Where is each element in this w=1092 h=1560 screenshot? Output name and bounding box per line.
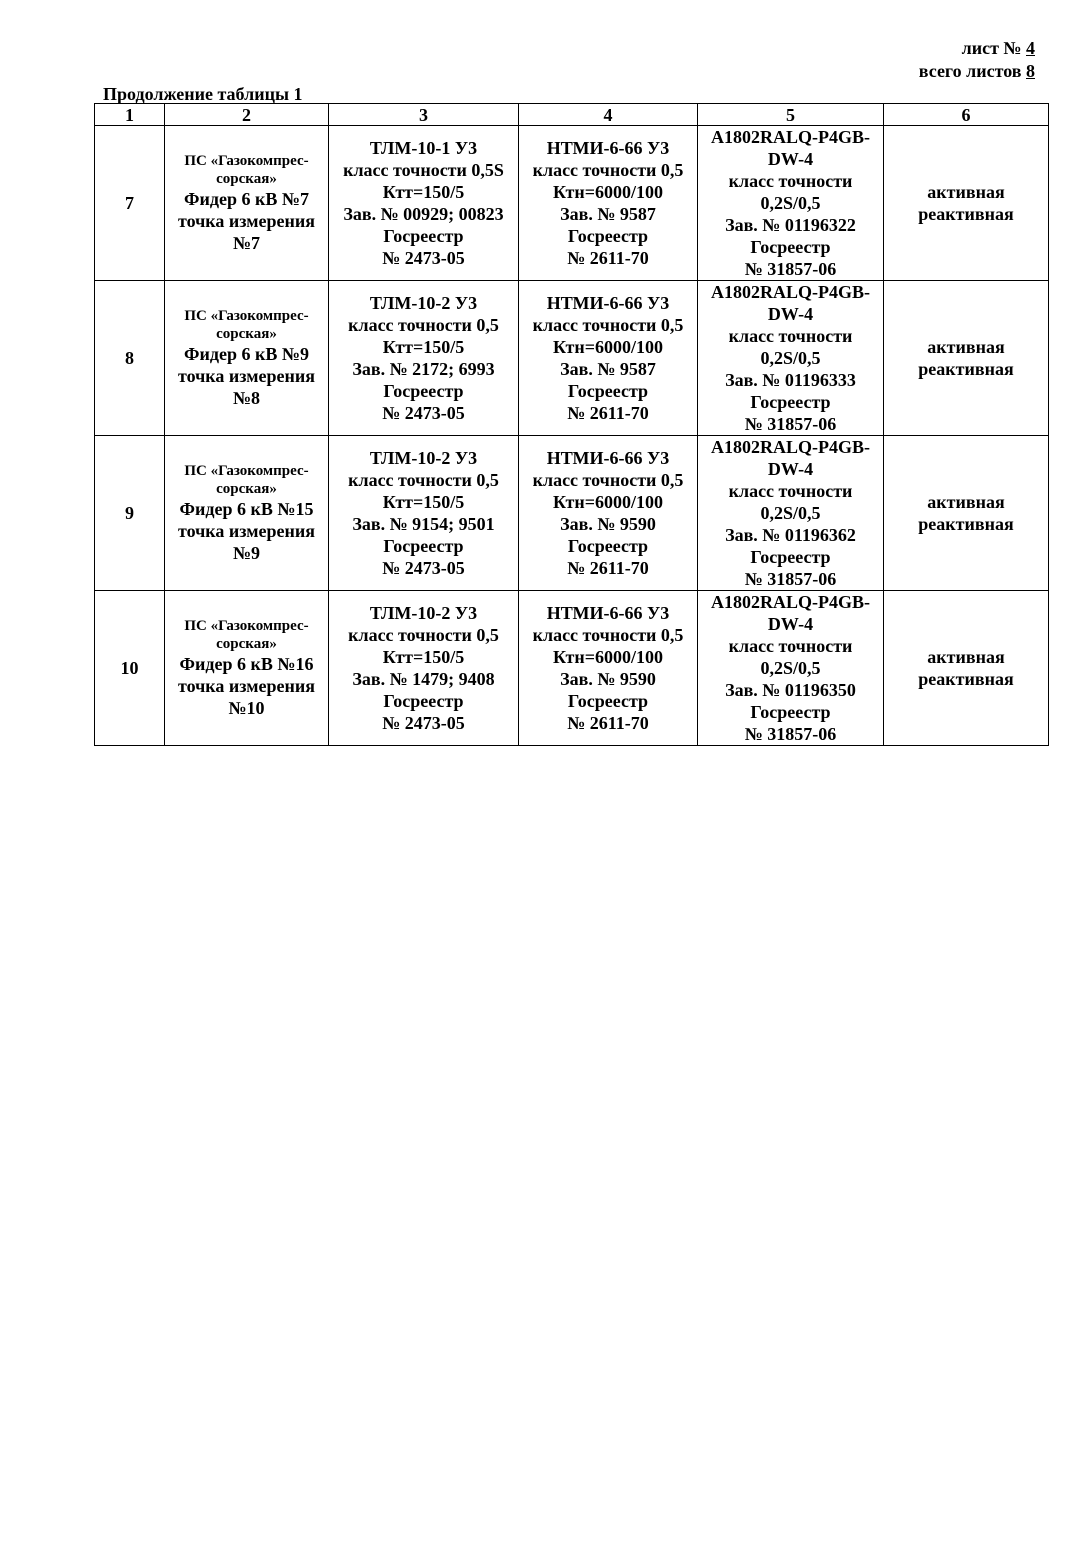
vt-model: НТМИ-6-66 У3 xyxy=(546,603,670,623)
vt-accuracy: класс точности 0,5 xyxy=(532,625,684,645)
vt-model: НТМИ-6-66 У3 xyxy=(546,138,670,158)
meter-model: A1802RALQ-P4GB- xyxy=(711,127,870,147)
ct-model: ТЛМ-10-2 У3 xyxy=(369,448,478,468)
meter-accuracy: 0,2S/0,5 xyxy=(760,193,821,213)
vt-serial: Зав. № 9590 xyxy=(560,669,656,689)
vt-registry-label: Госреестр xyxy=(567,226,649,246)
vt-registry-number: № 2611-70 xyxy=(567,558,649,578)
ct-model: ТЛМ-10-2 У3 xyxy=(369,603,478,623)
voltage-transformer-cell xyxy=(519,436,698,591)
meter-accuracy: 0,2S/0,5 xyxy=(760,348,821,368)
column-header: 2 xyxy=(165,104,329,126)
table-row xyxy=(95,126,1049,281)
ct-ratio: Ктт=150/5 xyxy=(382,337,465,357)
current-transformer-cell xyxy=(329,436,519,591)
vt-ratio: Ктн=6000/100 xyxy=(552,337,664,357)
feeder-name: Фидер 6 кВ №7 xyxy=(184,189,309,209)
energy-type-cell xyxy=(884,436,1049,591)
vt-registry-label: Госреестр xyxy=(567,691,649,711)
energy-reactive: реактивная xyxy=(918,669,1014,689)
meter-accuracy-label: класс точности xyxy=(728,326,853,346)
total-number: 8 xyxy=(1026,61,1035,81)
meter-registry-number: № 31857-06 xyxy=(744,259,837,279)
vt-model: НТМИ-6-66 У3 xyxy=(546,293,670,313)
column-header: 3 xyxy=(329,104,519,126)
measurement-point-cell xyxy=(165,126,329,281)
meter-registry-number: № 31857-06 xyxy=(744,414,837,434)
table-caption: Продолжение таблицы 1 xyxy=(103,84,303,104)
point-label: точка измерения xyxy=(178,211,315,231)
energy-active: активная xyxy=(927,182,1005,202)
station-name-cont: сорская» xyxy=(216,171,277,187)
vt-model: НТМИ-6-66 У3 xyxy=(546,448,670,468)
station-name: ПС «Газокомпрес- xyxy=(184,463,309,479)
ct-registry-number: № 2473-05 xyxy=(382,713,465,733)
measurement-point-cell xyxy=(165,591,329,746)
ct-registry-label: Госреестр xyxy=(383,381,464,401)
energy-active: активная xyxy=(927,647,1005,667)
point-label: точка измерения xyxy=(178,366,315,386)
energy-reactive: реактивная xyxy=(918,514,1014,534)
point-number: №8 xyxy=(232,388,261,408)
point-label: точка измерения xyxy=(178,521,315,541)
energy-reactive: реактивная xyxy=(918,359,1014,379)
measurement-point-cell xyxy=(165,436,329,591)
voltage-transformer-cell xyxy=(519,591,698,746)
ct-accuracy: класс точности 0,5 xyxy=(348,625,499,645)
table-row xyxy=(95,281,1049,436)
meter-accuracy: 0,2S/0,5 xyxy=(760,658,821,678)
station-name-cont: сорская» xyxy=(216,481,277,497)
energy-active: активная xyxy=(927,492,1005,512)
vt-registry-number: № 2611-70 xyxy=(567,403,649,423)
table-row xyxy=(95,436,1049,591)
ct-serial: Зав. № 2172; 6993 xyxy=(352,359,495,379)
feeder-name: Фидер 6 кВ №16 xyxy=(179,654,314,674)
current-transformer-cell xyxy=(329,281,519,436)
ct-model: ТЛМ-10-2 У3 xyxy=(369,293,478,313)
total-sheets-line xyxy=(919,60,1035,83)
ct-accuracy: класс точности 0,5 xyxy=(348,315,499,335)
header-row xyxy=(95,104,1049,126)
voltage-transformer-cell xyxy=(519,126,698,281)
meter-accuracy-label: класс точности xyxy=(728,636,853,656)
meter-model: A1802RALQ-P4GB- xyxy=(711,282,870,302)
meter-serial: Зав. № 01196333 xyxy=(725,370,856,390)
meter-registry-label: Госреестр xyxy=(750,547,831,567)
ct-registry-label: Госреестр xyxy=(383,536,464,556)
column-header: 1 xyxy=(95,104,165,126)
point-number: №10 xyxy=(228,698,265,718)
meter-accuracy-label: класс точности xyxy=(728,481,853,501)
meter-registry-number: № 31857-06 xyxy=(744,724,837,744)
ct-registry-label: Госреестр xyxy=(383,691,464,711)
energy-type-cell xyxy=(884,126,1049,281)
vt-registry-label: Госреестр xyxy=(567,381,649,401)
sheet-label: лист № xyxy=(961,38,1022,58)
feeder-name: Фидер 6 кВ №9 xyxy=(184,344,309,364)
vt-accuracy: класс точности 0,5 xyxy=(532,160,684,180)
total-label: всего листов xyxy=(918,61,1022,81)
sheet-number: 4 xyxy=(1026,38,1035,58)
station-name: ПС «Газокомпрес- xyxy=(184,308,309,324)
meter-cell xyxy=(698,591,884,746)
point-number: №9 xyxy=(232,543,261,563)
ct-serial: Зав. № 9154; 9501 xyxy=(352,514,495,534)
vt-accuracy: класс точности 0,5 xyxy=(532,470,684,490)
column-header: 6 xyxy=(884,104,1049,126)
ct-registry-label: Госреестр xyxy=(383,226,464,246)
meter-model: A1802RALQ-P4GB- xyxy=(711,592,870,612)
ct-ratio: Ктт=150/5 xyxy=(382,492,465,512)
meter-cell xyxy=(698,281,884,436)
column-header: 5 xyxy=(698,104,884,126)
meter-model-cont: DW-4 xyxy=(767,614,814,634)
energy-active: активная xyxy=(927,337,1005,357)
sheet-number-line xyxy=(919,37,1035,60)
measurement-point-cell xyxy=(165,281,329,436)
meter-model-cont: DW-4 xyxy=(767,459,814,479)
meter-serial: Зав. № 01196322 xyxy=(725,215,856,235)
table-row xyxy=(95,591,1049,746)
ct-registry-number: № 2473-05 xyxy=(382,558,465,578)
meter-model: A1802RALQ-P4GB- xyxy=(711,437,870,457)
current-transformer-cell xyxy=(329,126,519,281)
ct-ratio: Ктт=150/5 xyxy=(382,182,465,202)
meter-accuracy: 0,2S/0,5 xyxy=(760,503,821,523)
measurement-table xyxy=(94,103,1049,746)
voltage-transformer-cell xyxy=(519,281,698,436)
energy-type-cell xyxy=(884,591,1049,746)
station-name: ПС «Газокомпрес- xyxy=(184,618,309,634)
ct-ratio: Ктт=150/5 xyxy=(382,647,465,667)
ct-registry-number: № 2473-05 xyxy=(382,248,465,268)
current-transformer-cell xyxy=(329,591,519,746)
meter-model-cont: DW-4 xyxy=(767,149,814,169)
vt-accuracy: класс точности 0,5 xyxy=(532,315,684,335)
feeder-name: Фидер 6 кВ №15 xyxy=(179,499,314,519)
ct-model: ТЛМ-10-1 У3 xyxy=(369,138,478,158)
meter-cell xyxy=(698,126,884,281)
row-number: 9 xyxy=(95,436,165,591)
vt-registry-label: Госреестр xyxy=(567,536,649,556)
station-name-cont: сорская» xyxy=(216,636,277,652)
meter-cell xyxy=(698,436,884,591)
meter-model-cont: DW-4 xyxy=(767,304,814,324)
vt-ratio: Ктн=6000/100 xyxy=(552,647,664,667)
meter-serial: Зав. № 01196362 xyxy=(725,525,856,545)
vt-ratio: Ктн=6000/100 xyxy=(552,492,664,512)
meter-registry-label: Госреестр xyxy=(750,702,831,722)
sheet-info xyxy=(919,37,1035,83)
row-number: 7 xyxy=(95,126,165,281)
vt-serial: Зав. № 9590 xyxy=(560,514,656,534)
row-number: 10 xyxy=(95,591,165,746)
vt-registry-number: № 2611-70 xyxy=(567,713,649,733)
meter-accuracy-label: класс точности xyxy=(728,171,853,191)
ct-registry-number: № 2473-05 xyxy=(382,403,465,423)
meter-registry-label: Госреестр xyxy=(750,237,831,257)
station-name: ПС «Газокомпрес- xyxy=(184,153,309,169)
ct-accuracy: класс точности 0,5 xyxy=(348,470,499,490)
vt-serial: Зав. № 9587 xyxy=(560,204,656,224)
point-label: точка измерения xyxy=(178,676,315,696)
vt-registry-number: № 2611-70 xyxy=(567,248,649,268)
vt-ratio: Ктн=6000/100 xyxy=(552,182,664,202)
vt-serial: Зав. № 9587 xyxy=(560,359,656,379)
column-header: 4 xyxy=(519,104,698,126)
point-number: №7 xyxy=(232,233,261,253)
energy-reactive: реактивная xyxy=(918,204,1014,224)
row-number: 8 xyxy=(95,281,165,436)
station-name-cont: сорская» xyxy=(216,326,277,342)
meter-serial: Зав. № 01196350 xyxy=(725,680,856,700)
meter-registry-number: № 31857-06 xyxy=(744,569,837,589)
energy-type-cell xyxy=(884,281,1049,436)
ct-serial: Зав. № 1479; 9408 xyxy=(352,669,495,689)
meter-registry-label: Госреестр xyxy=(750,392,831,412)
ct-accuracy: класс точности 0,5S xyxy=(343,160,504,180)
ct-serial: Зав. № 00929; 00823 xyxy=(343,204,504,224)
